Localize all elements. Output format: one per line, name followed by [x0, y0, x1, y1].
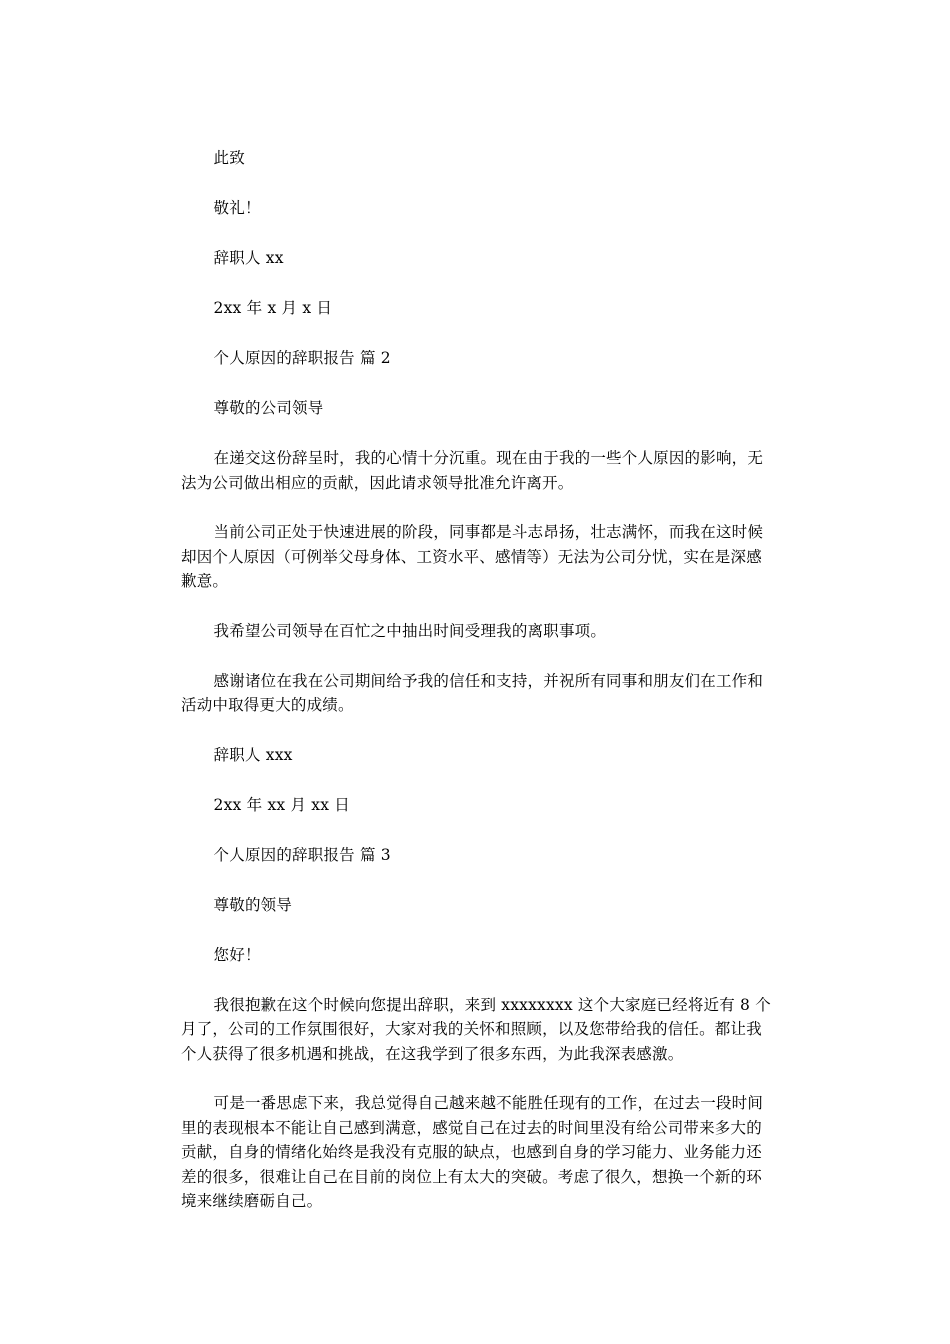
body-paragraph: 当前公司正处于快速进展的阶段，同事都是斗志昂扬，壮志满怀，而我在这时候却因个人原因（可例举父母身体、工资水平、感情等）无法为公司分忧，实在是深感歉意。 [181, 523, 764, 590]
closing-salutation: 此致 [213, 149, 245, 167]
body-paragraph: 我很抱歉在这个时候向您提出辞职，来到 xxxxxxxx 这个大家庭已经将近有 8 个月了，公司的工作氛围很好，大家对我的关怀和照顾，以及您带给我的信任。都让我个人获得了很多机遇和挑战，在这我学到了很多东西，为此我深表感激。 [181, 995, 771, 1063]
signature-line: 辞职人 xx [213, 249, 284, 267]
section-title: 个人原因的辞职报告 篇 3 [213, 845, 391, 864]
greeting-hello: 您好！ [213, 945, 261, 964]
body-paragraph: 可是一番思虑下来，我总觉得自己越来越不能胜任现有的工作，在过去一段时间里的表现根本不能让自己感到满意，感觉自己在过去的时间里没有给公司带来多大的贡献，自身的情绪化始终是我没有克服的缺点，也感到自身的学习能力、业务能力还差的很多，很难让自己在目前的岗位上有太大的突破。考虑了很久，想换一个新的环境来继续磨砺自己。 [181, 1094, 764, 1210]
body-paragraph: 感谢诸位在我在公司期间给予我的信任和支持，并祝所有同事和朋友们在工作和活动中取得更大的成绩。 [181, 671, 764, 714]
closing-regards: 敬礼！ [213, 199, 261, 217]
section-title: 个人原因的辞职报告 篇 2 [213, 349, 391, 367]
signature-line: 辞职人 xxx [213, 745, 293, 764]
date-line: 2xx 年 xx 月 xx 日 [213, 795, 350, 814]
greeting: 尊敬的领导 [213, 895, 293, 914]
document-body [181, 146, 777, 1239]
date-line: 2xx 年 x 月 x 日 [213, 299, 333, 317]
body-paragraph: 我希望公司领导在百忙之中抽出时间受理我的离职事项。 [213, 621, 607, 640]
greeting: 尊敬的公司领导 [213, 399, 324, 417]
body-paragraph: 在递交这份辞呈时，我的心情十分沉重。现在由于我的一些个人原因的影响，无法为公司做出相应的贡献，因此请求领导批准允许离开。 [181, 449, 764, 492]
